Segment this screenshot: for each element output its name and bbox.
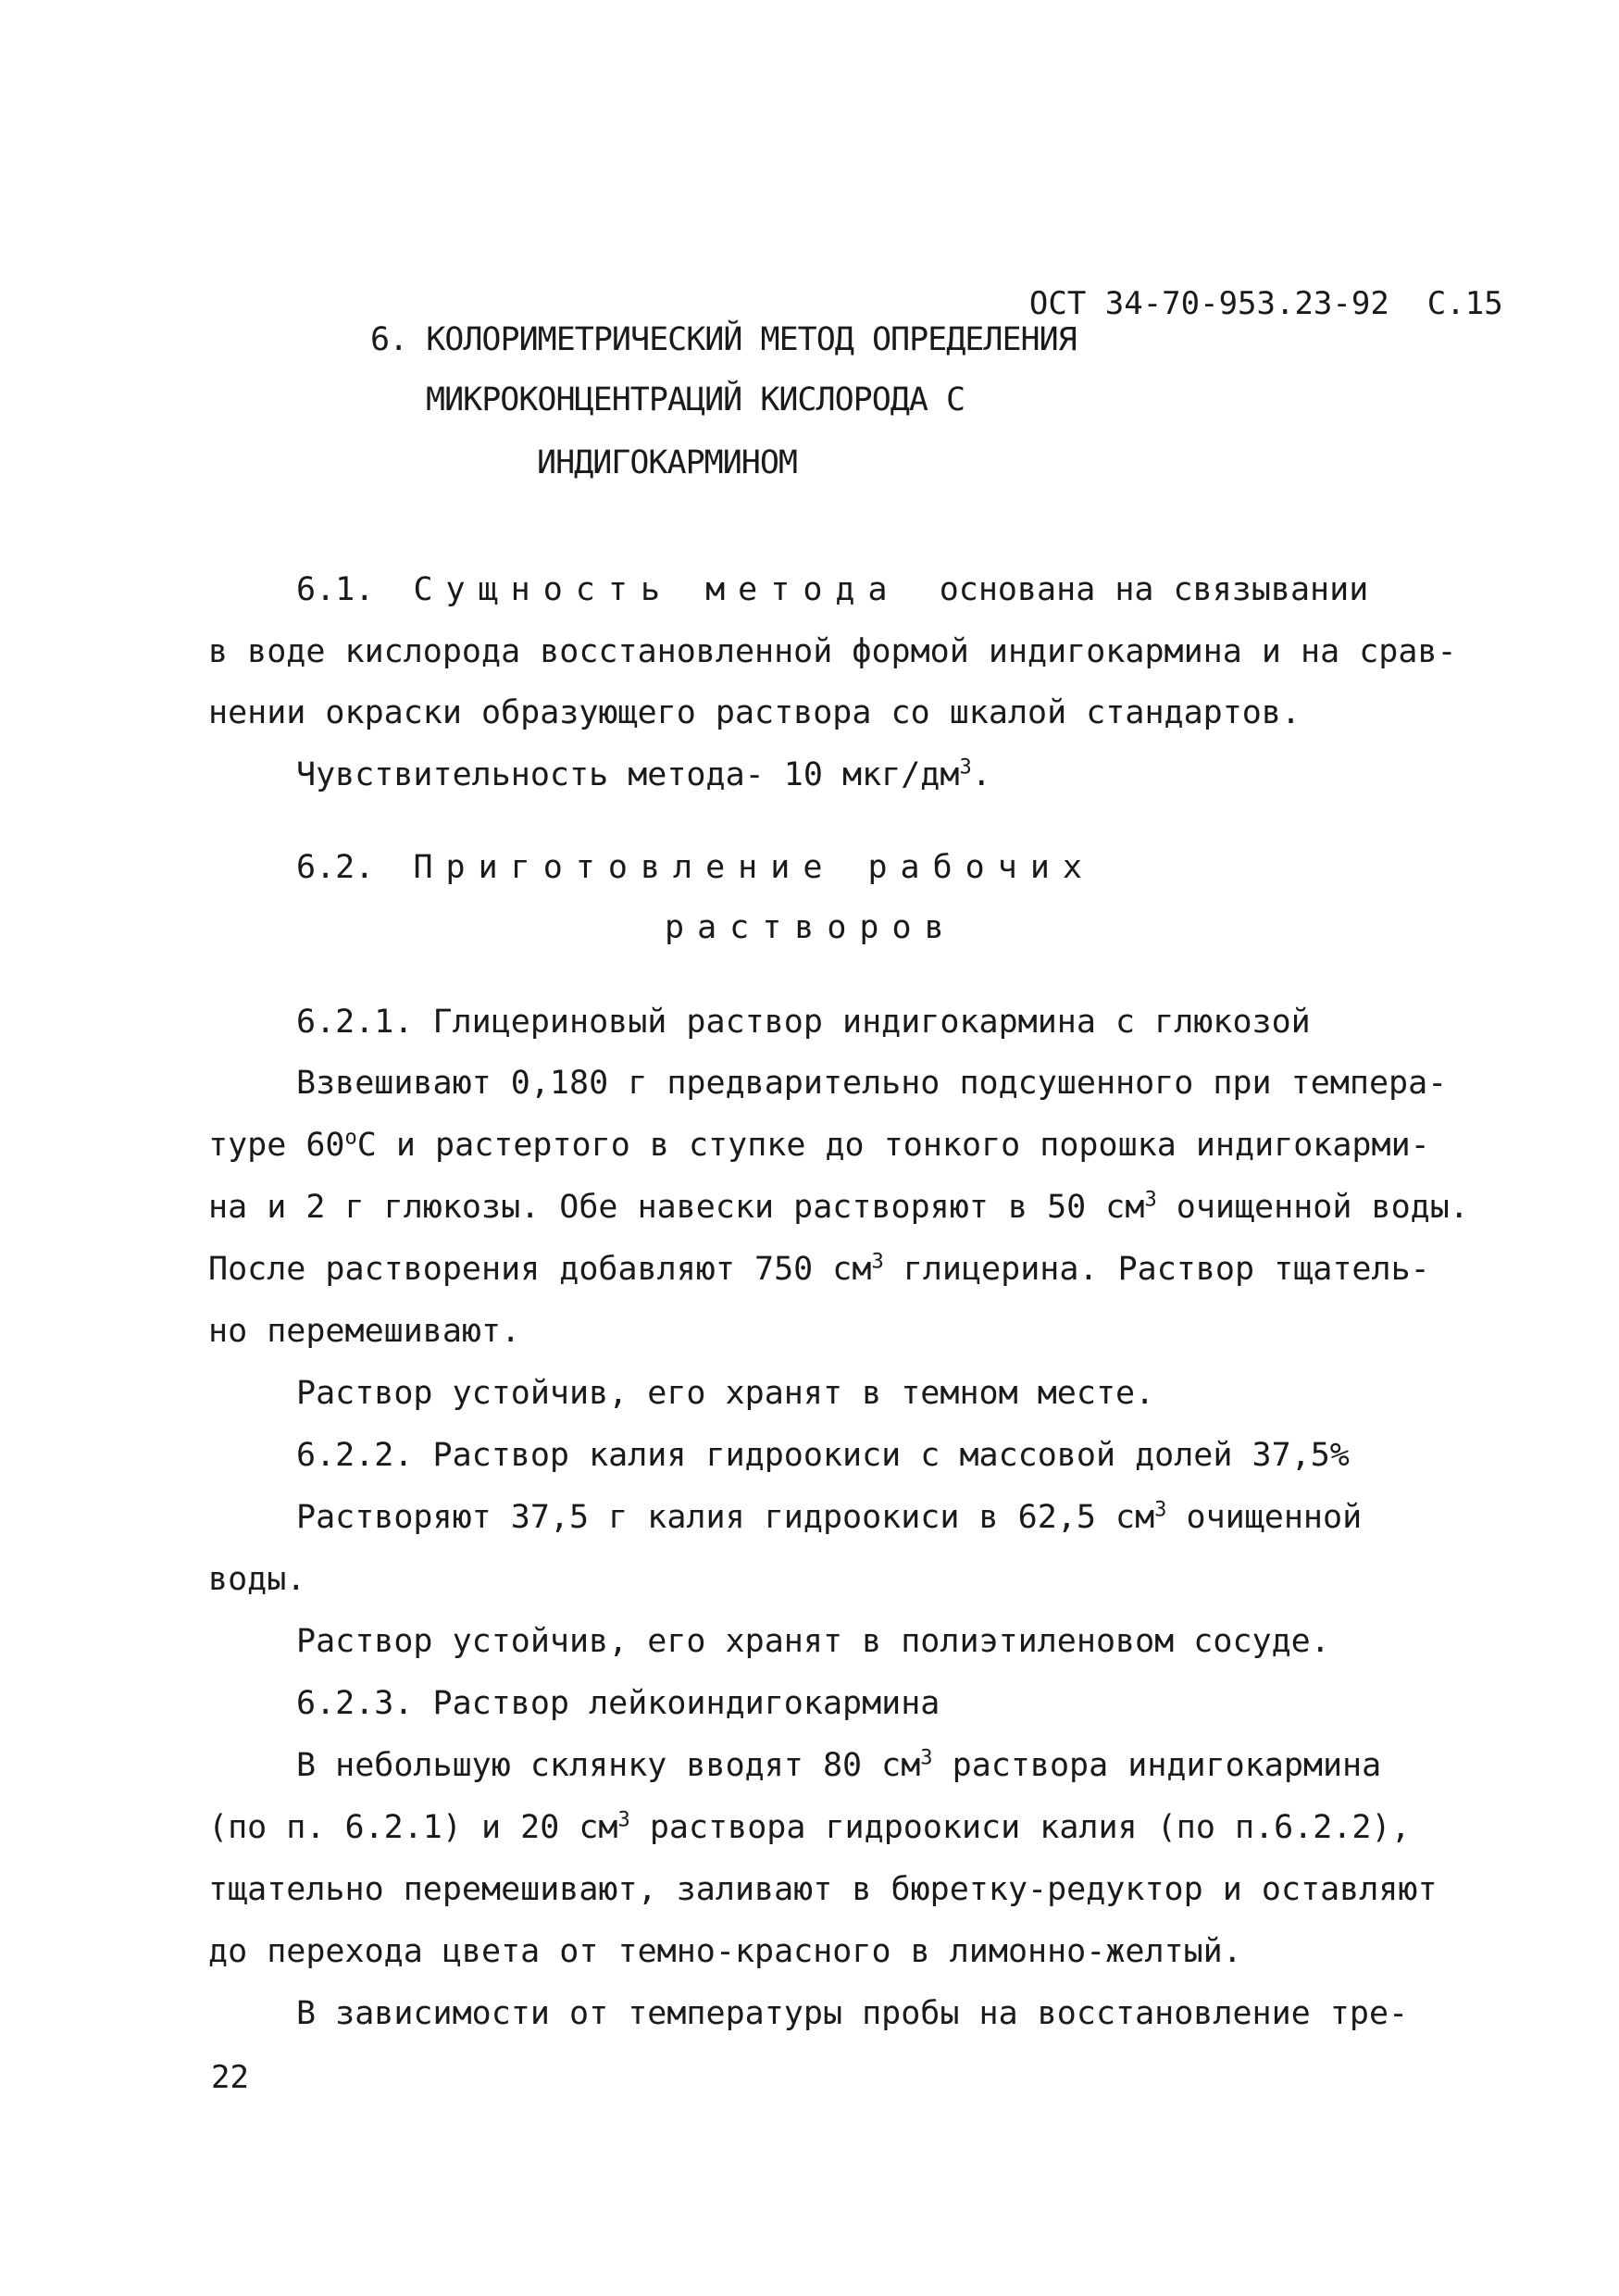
s623-line-5: В зависимости от температуры пробы на восстановление тре- [296,1995,1409,2032]
section-title-line-2: МИКРОКОНЦЕНТРАЦИЙ КИСЛОРОДА С [426,381,965,418]
s621-line-3a: на и 2 г глюкозы. Обе навески растворяют в 50 см [208,1189,1145,1226]
s623-line-2b: раствора гидроокиси калия (по п.6.2.2), [629,1809,1411,1846]
s62-heading-text-1: Приготовление рабочих [413,849,1095,886]
s622-line-1-sup: 3 [1154,1498,1167,1522]
s621-line-1: Взвешивают 0,180 г предварительно подсушенного при темпера- [296,1065,1448,1102]
s61-line-2: в воде кислорода восстановленной формой индигокармина и на срав- [208,633,1457,670]
section-title-line-3: ИНДИГОКАРМИНОМ [537,444,798,481]
s61-line-1 [296,569,1368,610]
s621-line-5: но перемешивают. [208,1313,521,1350]
s61-text-first: основана на связывании [939,571,1369,608]
s61-number: 6.1. [296,571,375,608]
s622-title: 6.2.2. Раствор калия гидроокиси с массовой долей 37,5% [296,1437,1350,1474]
s621-line-3-sup: 3 [1144,1188,1157,1212]
s61-sensitivity-end: . [971,756,991,793]
s623-title: 6.2.3. Раствор лейкоиндигокармина [296,1685,940,1722]
s622-line-1b: очищенной [1166,1499,1363,1536]
s623-line-1 [296,1745,1381,1786]
s621-line-3 [208,1187,1469,1228]
s623-line-1-sup: 3 [920,1746,933,1770]
section-title-line-1: 6. КОЛОРИМЕТРИЧЕСКИЙ МЕТОД ОПРЕДЕЛЕНИЯ [370,321,1077,358]
s61-sensitivity-text: Чувствительность метода- 10 мкг/дм [296,756,960,793]
s623-line-1b: раствора индигокармина [932,1747,1382,1784]
s61-line-3: нении окраски образующего раствора со шкалой стандартов. [208,694,1301,731]
s622-line-1a: Растворяют 37,5 г калия гидроокиси в 62,5 см [296,1499,1155,1536]
s623-line-3: тщательно перемешивают, заливают в бюретку-редуктор и оставляют [208,1871,1438,1908]
s622-line-3: Раствор устойчив, его хранят в полиэтиленовом сосуде. [296,1623,1330,1660]
s623-line-2a: (по п. 6.2.1) и 20 см [208,1809,618,1846]
s623-line-2 [208,1807,1411,1848]
s623-line-4: до перехода цвета от темно-красного в лимонно-желтый. [208,1933,1242,1970]
s621-line-2a: туре 60 [208,1127,345,1164]
s62-number: 6.2. [296,849,375,886]
s62-heading-line-1 [296,847,1095,888]
s623-line-1a: В небольшую склянку вводят 80 см [296,1747,921,1784]
s621-line-4a: После растворения добавляют 750 см [208,1251,872,1288]
s621-line-4 [208,1249,1430,1290]
s61-sensitivity-sup: 3 [959,755,972,780]
s621-line-4-sup: 3 [871,1250,884,1274]
doc-code: ОСТ 34-70-953.23-92 [1028,285,1389,322]
s621-line-2 [208,1125,1430,1166]
s622-line-1 [296,1497,1362,1538]
s623-line-2-sup: 3 [617,1808,630,1832]
s61-sensitivity [296,755,991,795]
s62-heading-line-2: растворов [665,909,957,946]
s622-line-2: воды. [208,1561,306,1598]
s621-title: 6.2.1. Глицериновый раствор индигокармина с глюкозой [296,1004,1311,1041]
page-ref: С.15 [1426,285,1503,322]
s621-line-2b: С и растертого в ступке до тонкого порошка индигокарми- [356,1127,1430,1164]
s61-heading: Сущность метода [413,571,901,608]
s621-line-3b: очищенной воды. [1156,1189,1469,1226]
s621-line-6: Раствор устойчив, его хранят в темном месте. [296,1375,1155,1412]
s621-line-4b: глицерина. Раствор тщатель- [883,1251,1430,1288]
s621-line-2-sup: о [344,1126,357,1150]
page-number: 22 [211,2059,249,2096]
